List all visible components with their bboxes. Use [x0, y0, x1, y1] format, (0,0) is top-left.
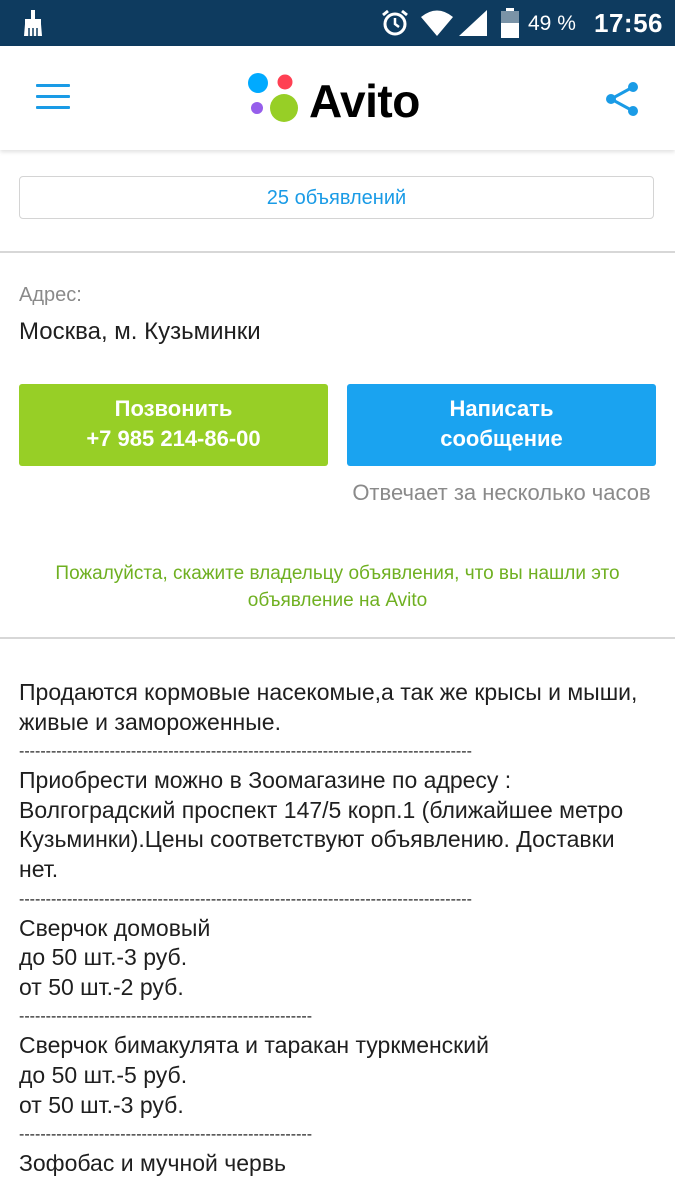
- wifi-icon: [421, 10, 453, 36]
- app-bar: [0, 46, 675, 150]
- description-line: Сверчок бимакулята и таракан туркменский: [19, 1032, 489, 1059]
- call-button-phone: +7 985 214-86-00: [86, 426, 261, 451]
- reply-time-note: Отвечает за несколько часов: [352, 480, 651, 505]
- description-line: Сверчок домовый: [19, 914, 211, 941]
- alarm-icon: [380, 8, 410, 38]
- listing-description: [19, 678, 659, 1179]
- separator-line: -------------------------------------------------------: [19, 1008, 313, 1026]
- divider: [0, 637, 675, 639]
- description-line: до 50 шт.-5 руб.: [19, 1061, 188, 1088]
- listings-count-button[interactable]: 25 объявлений: [19, 176, 654, 219]
- description-line: до 50 шт.-3 руб.: [19, 944, 188, 971]
- hamburger-menu-icon[interactable]: [36, 82, 70, 112]
- description-line: Продаются кормовые насекомые,а так же крысы и мыши,: [19, 679, 638, 705]
- separator-line: -------------------------------------------------------------------------------------: [19, 743, 472, 761]
- battery-icon: [500, 8, 520, 38]
- avito-logo-icon: [247, 72, 303, 128]
- message-button-label-1: Написать: [449, 396, 554, 421]
- signal-icon: [459, 10, 487, 36]
- message-button[interactable]: [347, 384, 656, 466]
- description-line: живые и замороженные.: [19, 708, 281, 735]
- battery-percent: 49 %: [528, 12, 576, 35]
- avito-logo: [247, 72, 447, 128]
- separator-line: -------------------------------------------------------: [19, 1126, 313, 1144]
- address-value: Москва, м. Кузьминки: [19, 318, 261, 345]
- clock: 17:56: [594, 8, 663, 38]
- description-line: от 50 шт.-2 руб.: [19, 973, 184, 1000]
- logo-text: Avito: [309, 75, 420, 127]
- mention-avito-note: Пожалуйста, скажите владельцу объявления, что вы нашли это объявление на Avito: [55, 563, 620, 611]
- address-label: Адрес:: [19, 284, 82, 306]
- cleaner-icon: [22, 10, 44, 36]
- message-button-label-2: сообщение: [440, 426, 563, 451]
- status-bar: [0, 0, 675, 46]
- description-paragraph: Приобрести можно в Зоомагазине по адресу : Волгоградский проспект 147/5 корп.1 (ближайшее метро Кузьминки).Цены соответствуют объявлению. Доставки нет.: [19, 767, 624, 882]
- description-line: от 50 шт.-3 руб.: [19, 1091, 184, 1118]
- call-button-label: Позвонить: [114, 396, 233, 421]
- description-line: Зофобас и мучной червь: [19, 1150, 287, 1177]
- separator-line: -------------------------------------------------------------------------------------: [19, 890, 472, 908]
- call-button[interactable]: [19, 384, 328, 466]
- share-icon[interactable]: [603, 80, 641, 118]
- divider: [0, 251, 675, 253]
